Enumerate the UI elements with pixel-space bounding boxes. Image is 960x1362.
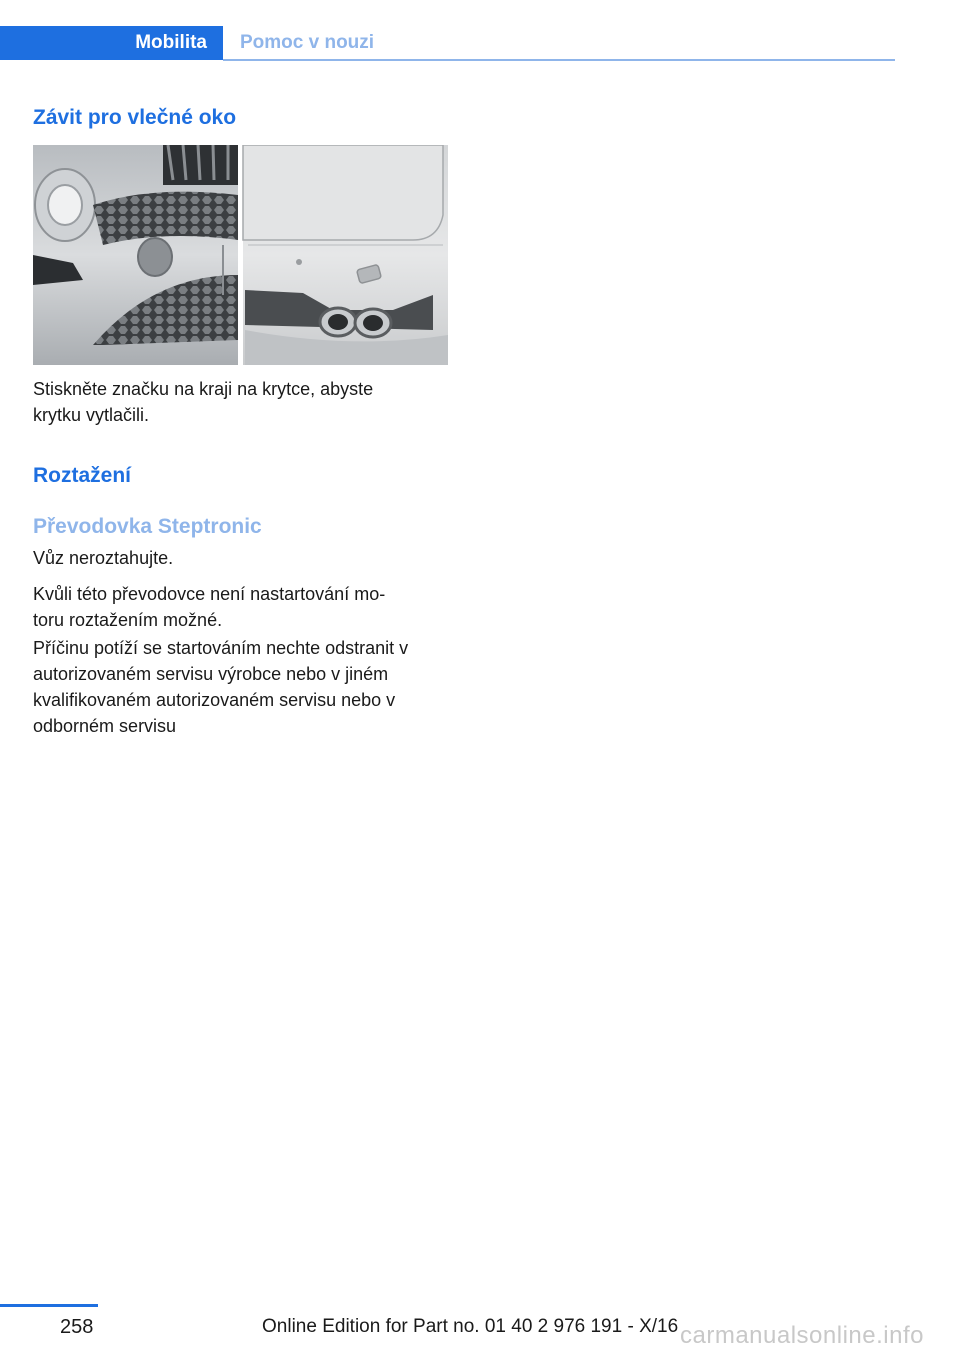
watermark: carmanualsonline.info (680, 1322, 924, 1349)
header-tabs (0, 26, 895, 62)
text-line: Stiskněte značku na kraji na krytce, abyste (33, 379, 374, 399)
car-bumper-image (33, 145, 448, 365)
text-line: Vůz neroztahujte. (33, 548, 174, 568)
text-line: krytku vytlačili. (33, 405, 150, 425)
edition-info: Online Edition for Part no. 01 40 2 976 191 - X/16 (262, 1316, 679, 1337)
paragraph-no-tow (33, 545, 453, 571)
text-line: Kvůli této převodovce není nastartování mo- (33, 584, 386, 604)
tab-pomoc-v-nouzi[interactable]: Pomoc v nouzi (240, 32, 375, 53)
page-number: 258 (60, 1316, 94, 1338)
instruction-press-mark (33, 376, 453, 428)
text-line: kvalifikovaném autorizovaném servisu nebo v (33, 690, 396, 710)
tab-mobilita[interactable]: Mobilita (0, 26, 223, 60)
section-title-tow-thread: Závit pro vlečné oko (33, 106, 237, 129)
tow-eye-illustration (33, 145, 448, 365)
text-line: odborném servisu (33, 716, 177, 736)
section-title-tow-start: Roztažení (33, 464, 132, 487)
header-divider (223, 59, 895, 61)
text-line: toru roztažením možné. (33, 610, 223, 630)
subsection-title-steptronic: Převodovka Steptronic (33, 515, 262, 538)
footer-accent-line (0, 1304, 98, 1307)
text-line: autorizovaném servisu výrobce nebo v jiném (33, 664, 389, 684)
paragraph-reason (33, 581, 453, 633)
paragraph-service (33, 635, 453, 739)
text-line: Příčinu potíží se startováním nechte odstranit v (33, 638, 409, 658)
